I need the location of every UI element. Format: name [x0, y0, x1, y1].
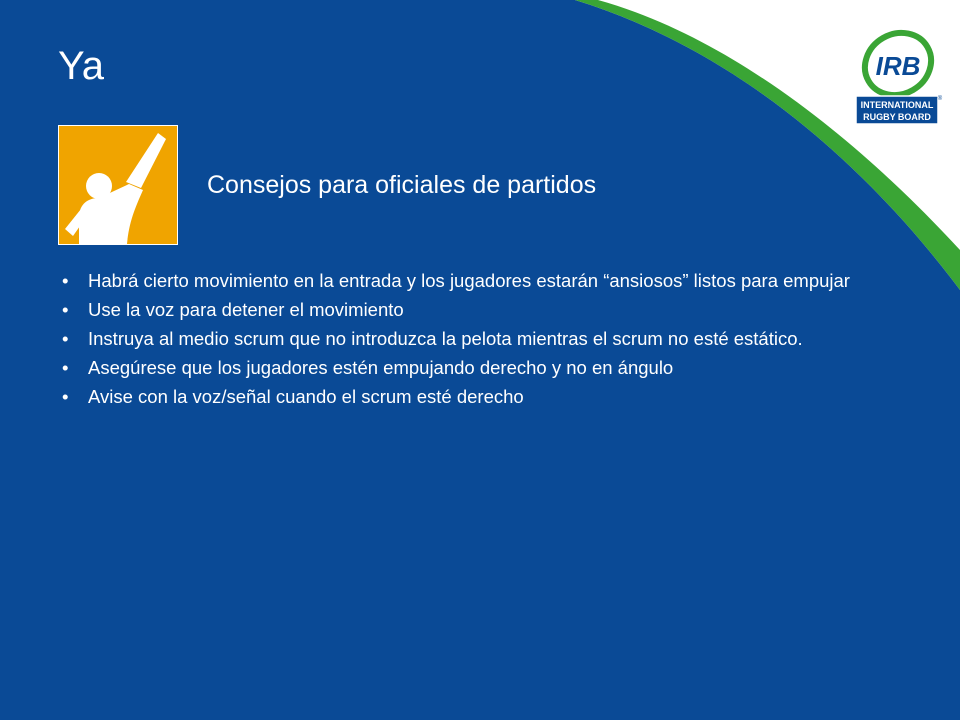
list-item [62, 297, 882, 322]
bullet-text: Avise con la voz/señal cuando el scrum esté derecho [88, 386, 524, 407]
bullet-symbol: • [62, 357, 69, 378]
bullet-symbol: • [62, 328, 69, 349]
bullet-text: Asegúrese que los jugadores estén empujando derecho y no en ángulo [88, 357, 674, 378]
slide-subtitle: Consejos para oficiales de partidos [207, 171, 597, 199]
bullet-list [62, 268, 882, 413]
bullet-text: Instruya al medio scrum que no introduzca la pelota mientras el scrum no esté estático. [88, 328, 803, 349]
bullet-text: Use la voz para detener el movimiento [88, 299, 404, 320]
bullet-symbol: • [62, 299, 69, 320]
list-item [62, 355, 882, 380]
logo-line-2: RUGBY BOARD [863, 112, 931, 122]
list-item [62, 268, 882, 293]
bullet-symbol: • [62, 386, 69, 407]
referee-signal-icon [58, 125, 178, 245]
logo-monogram: IRB [875, 51, 921, 81]
irb-logo [850, 22, 946, 128]
bullet-text: Habrá cierto movimiento en la entrada y los jugadores estarán “ansiosos” listos para empujar [88, 270, 850, 291]
slide-title: Ya [58, 44, 104, 88]
list-item [62, 326, 882, 351]
logo-line-1: INTERNATIONAL [860, 100, 934, 110]
bullet-symbol: • [62, 270, 69, 291]
logo-registered-mark: ® [937, 96, 943, 102]
list-item [62, 384, 882, 409]
